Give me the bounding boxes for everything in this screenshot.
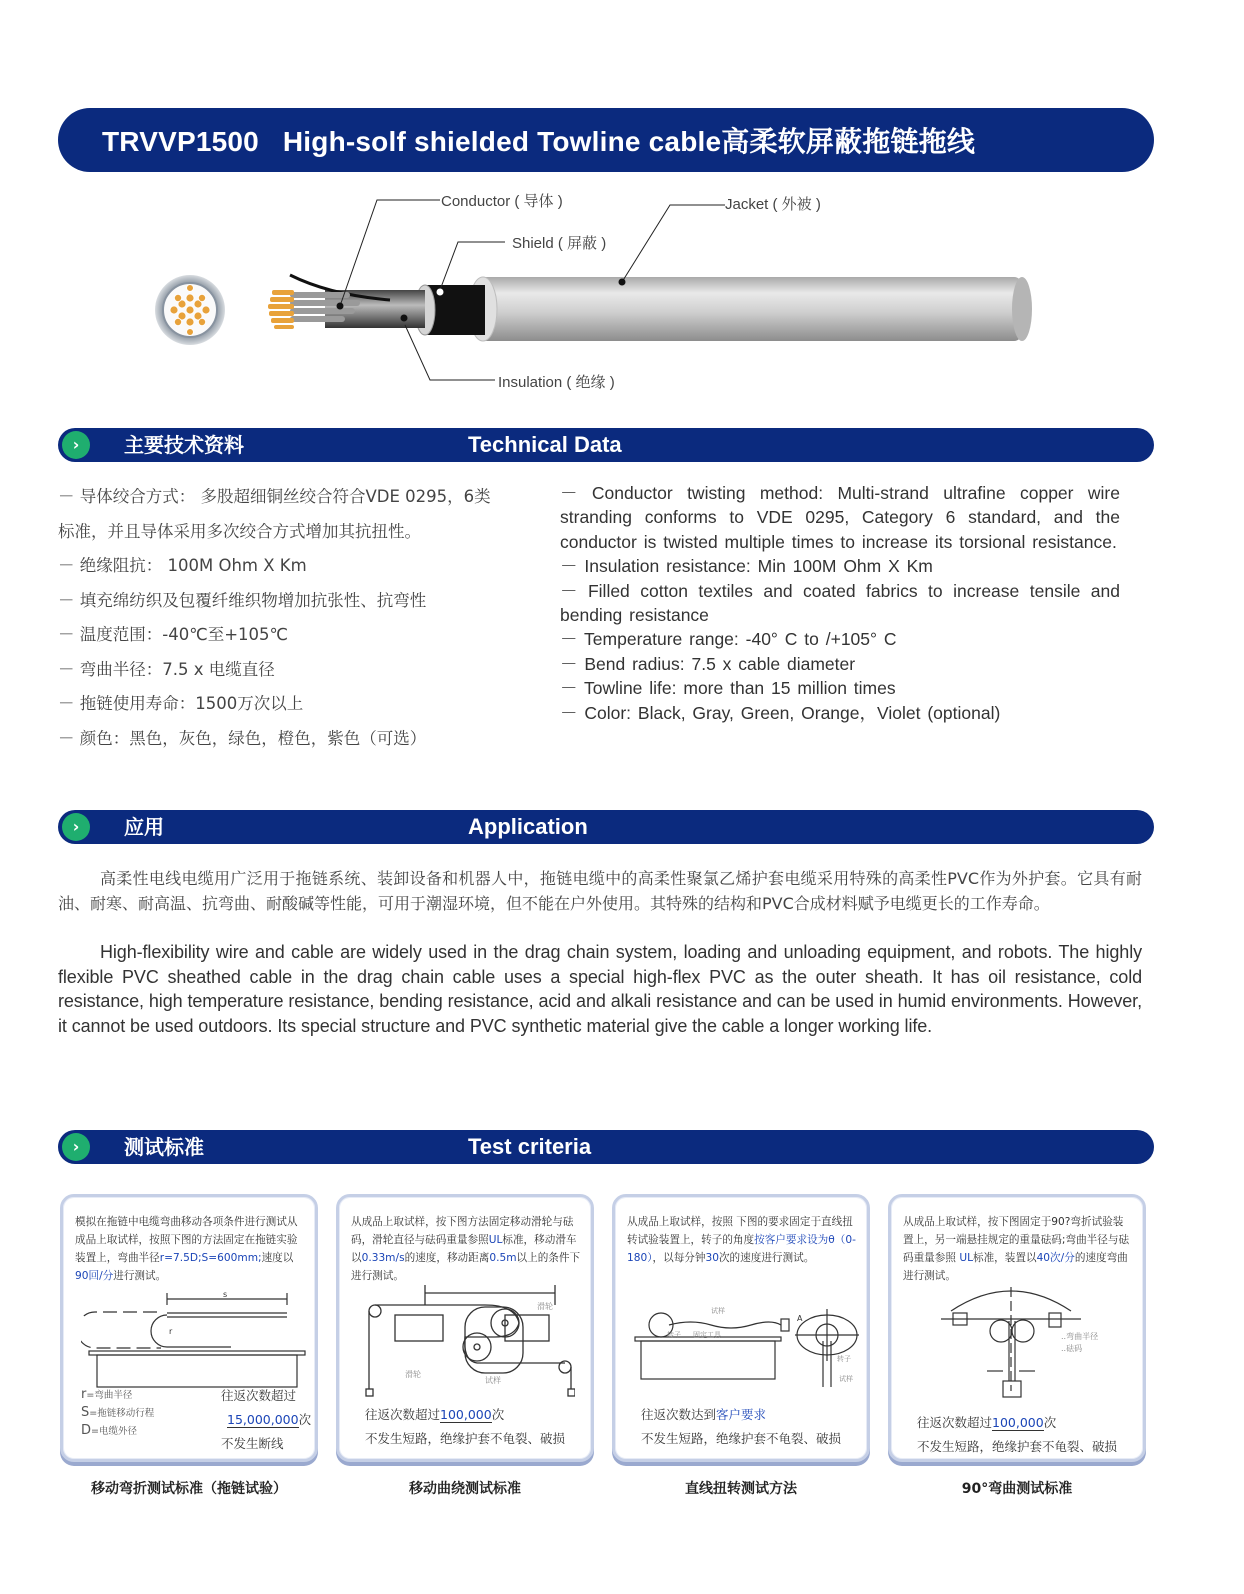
tech-en-item: － Filled cotton textiles and coated fabrics to increase tensile and bending resistance (560, 580, 1120, 626)
radius-label: ..弯曲半径 (1061, 1332, 1099, 1341)
tech-en-item: － Bend radius: 7.5 x cable diameter (560, 653, 856, 674)
result-line-1: 往返次数超过100,000次 (917, 1415, 1057, 1430)
result-line-2: 不发生短路，绝缘护套不龟裂、破损 (365, 1431, 566, 1446)
test-caption: 90°弯曲测试标准 (961, 1481, 1073, 1497)
test-card-torsion (612, 1194, 870, 1462)
test-description: 从成品上取试样，按下图固定于90?弯折试验装置上，另一端悬挂规定的重量砝码;弯曲半径与砝码重量参照 UL标准，装置以40次/分的速度弯曲进行测试。 (903, 1216, 1130, 1282)
tech-cn-line: － 拖链使用寿命：1500万次以上 (58, 694, 304, 713)
weight-label: ..砝码 (1061, 1344, 1083, 1353)
result-line-1: 往返次数超过 (221, 1388, 297, 1403)
section-header-test (58, 1130, 1154, 1164)
rotor-label: 转子 (837, 1355, 851, 1363)
shield-label: Shield ( 屏蔽 ) (512, 235, 607, 252)
insulation-label: Insulation ( 绝缘 ) (498, 374, 615, 391)
tech-cn-line: － 填充绵纺织及包覆纤维织物增加抗张性、抗弯性 (58, 590, 427, 610)
test-caption: 直线扭转测试方法 (685, 1481, 797, 1497)
section-header-technical (58, 428, 1154, 462)
test-card-drag-chain (60, 1194, 318, 1462)
conductor-label: Conductor ( 导体 ) (441, 193, 563, 210)
legend-d: D=电缆外径 (81, 1423, 137, 1438)
tech-cn-line: － 颜色：黑色，灰色，绿色，橙色，紫色（可选） (58, 728, 427, 748)
tech-en-item: － Conductor twisting method: Multi-strand ultrafine copper wire stranding conforms to VDE 0295, Category 6 standard, and the conductor is twisted multiple times to increase its torsional resistance. (560, 483, 1120, 552)
torsion-test-diagram (631, 1301, 863, 1393)
page-title: TRVVP1500 High-solf shielded Towline cable高柔软屏蔽拖链拖线 (102, 126, 976, 157)
section-title-cn: 测试标准 (124, 1135, 204, 1159)
sample-label: 试样 (485, 1376, 501, 1385)
sample-label: 试样 (711, 1307, 725, 1315)
test-card-90-bend (888, 1194, 1146, 1462)
drag-chain-test-diagram (81, 1289, 311, 1389)
cable-structure-diagram (140, 180, 1040, 400)
pulley-label: 滑轮 (537, 1302, 553, 1311)
tech-cn-line: － 弯曲半径：7.5 x 电缆直径 (58, 659, 275, 679)
cable-illustration (140, 180, 1040, 400)
chevron-right-icon: › (62, 431, 90, 459)
result-line-1: 往返次数超过100,000次 (365, 1407, 505, 1422)
tech-cn-line: － 导体绞合方式： 多股超细铜丝绞合符合VDE 0295，6类 (58, 487, 491, 506)
test-caption: 移动弯折测试标准（拖链试验） (91, 1481, 287, 1497)
tech-en-item: － Color: Black, Gray, Green, Orange，Violet (optional) (560, 702, 1001, 723)
title-banner (58, 108, 1154, 172)
legend-s: S=拖链移动行程 (81, 1405, 155, 1420)
section-title-en: Test criteria (468, 1134, 592, 1159)
result-line-2: 15,000,000次 (227, 1412, 312, 1427)
tech-en-item: － Temperature range: -40° C to /+105° C (560, 629, 897, 650)
cross-section-icon (155, 275, 225, 345)
chevron-right-icon: › (62, 813, 90, 841)
pulley-test-diagram (365, 1281, 575, 1399)
test-description: 模拟在拖链中电缆弯曲移动各项条件进行测试从成品上取试样，按照下图的方法固定在拖链实验装置上，弯曲半径r=7.5D;S=600mm;速度以90回/分进行测试。 (75, 1216, 298, 1282)
tech-cn-line: － 温度范围：-40℃至+105℃ (58, 625, 289, 644)
section-title-cn: 主要技术资料 (124, 433, 244, 457)
sample-label: 试样 (839, 1375, 853, 1383)
result-line-3: 不发生断线 (221, 1436, 284, 1451)
section-title-en: Application (468, 814, 588, 839)
tech-cn-line: － 绝缘阻抗： 100M Ohm X Km (58, 556, 307, 575)
technical-data-cn (58, 480, 548, 756)
pulley-label: 滑轮 (405, 1370, 421, 1379)
result-line-2: 不发生短路，绝缘护套不龟裂、破损 (641, 1431, 842, 1446)
section-title-cn: 应用 (124, 815, 164, 839)
test-card-pulley-flex (336, 1194, 594, 1462)
test-caption: 移动曲绕测试标准 (409, 1481, 521, 1497)
chevron-right-icon: › (62, 1133, 90, 1161)
section-header-application (58, 810, 1154, 844)
application-text-en: High-flexibility wire and cable are widely used in the drag chain system, loading and unloading equipment, and robots. The highly flexible PVC sheathed cable in the drag chain cable uses a special high-flex PVC as the outer sheath. It has oil resistance, cold resistance, high temperature resistance, bending resistance, acid and alkali resistance and can be used in humid environments. However, it cannot be used outdoors. Its special structure and PVC synthetic material give the cable a longer working life. (58, 942, 1142, 1036)
test-description: 从成品上取试样，按照 下图的要求固定于直线扭转试验装置上，转子的角度按客户要求设为θ（0-180），以每分钟30次的速度进行测试。 (627, 1216, 856, 1264)
legend-r: r=弯曲半径 (81, 1387, 133, 1402)
result-line-2: 不发生短路，绝缘护套不龟裂、破损 (917, 1439, 1118, 1454)
tech-en-item: － Towline life: more than 15 million times (560, 678, 896, 699)
result-line-1: 往返次数达到客户要求 (641, 1407, 767, 1422)
jacket-label: Jacket ( 外被 ) (725, 196, 821, 213)
tech-cn-line: 标准，并且导体采用多次绞合方式增加其抗扭性。 (58, 521, 421, 541)
rotor-label: 转子 (667, 1331, 681, 1339)
angle-label: A (797, 1314, 803, 1323)
application-text-cn: 高柔性电线电缆用广泛用于拖链系统、装卸设备和机器人中，拖链电缆中的高柔性聚氯乙烯护套电缆采用特殊的高柔性PVC作为外护套。它具有耐油、耐寒、耐高温、抗弯曲、耐酸碱等性能，可用于潮湿环境，但不能在户外使用。其特殊的结构和PVC合成材料赋予电缆更长的工作寿命。 (58, 869, 1142, 913)
section-title-en: Technical Data (468, 432, 622, 457)
technical-data-en (560, 481, 1120, 725)
s-label: s (223, 1290, 228, 1299)
r-label: r (169, 1327, 173, 1336)
bend-test-diagram (931, 1281, 1131, 1403)
fixture-label: 固定工具 (693, 1331, 721, 1339)
tech-en-item: － Insulation resistance: Min 100M Ohm X Km (560, 556, 933, 577)
test-description: 从成品上取试样，按下图方法固定移动滑轮与砝码，滑轮直径与砝码重量参照UL标准，移动滑车以0.33m/s的速度，移动距离0.5m以上的条件下进行测试。 (351, 1216, 581, 1282)
